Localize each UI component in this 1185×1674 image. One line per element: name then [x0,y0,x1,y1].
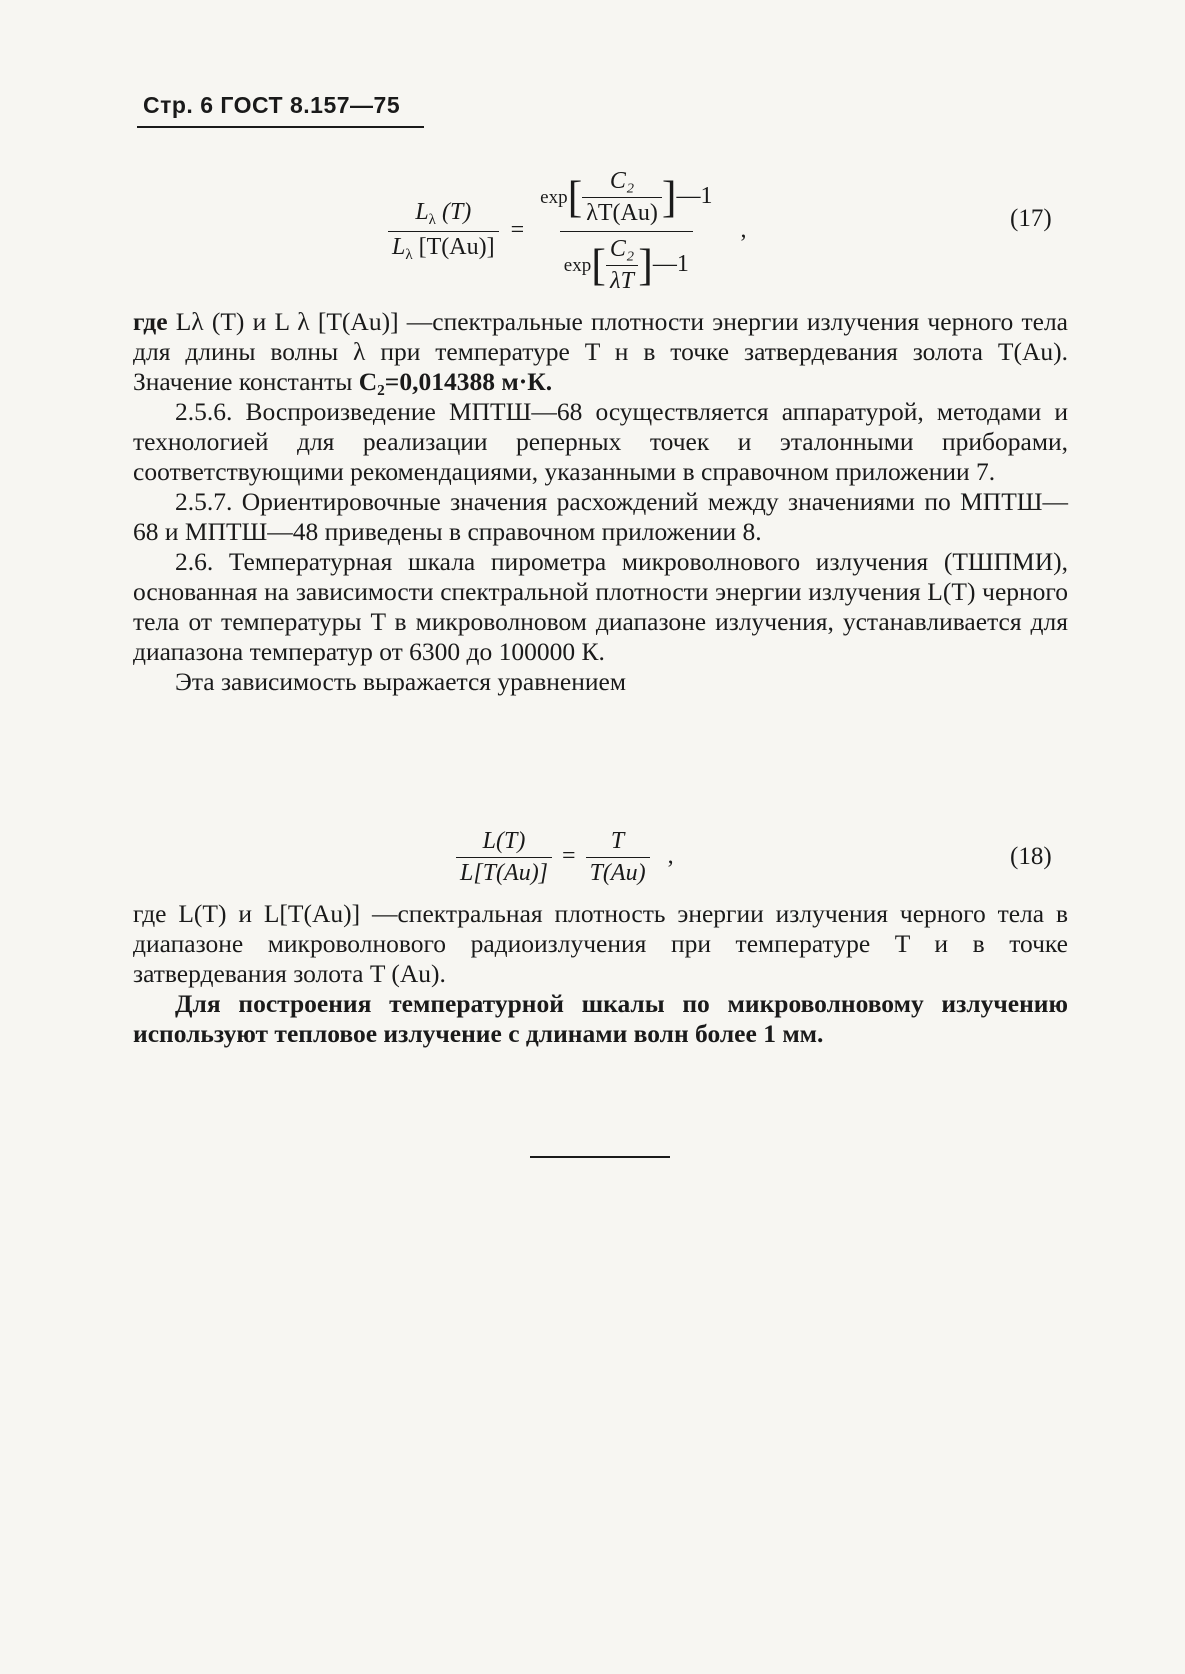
paragraph-2-6: 2.6. Температурная шкала пирометра микроволнового излучения (ТШПМИ), основанная на зависимости спектральной плотности энергии излучения L(T) черного тела от температуры T в микроволновом диапазоне излучения, устанавливается для диапазона температур от 6300 до 100000 К. [133,547,1068,666]
header-rule [137,126,424,128]
paragraph-microwave: Для построения температурной шкалы по микроволновому излучению используют тепловое излучение с длинами волн более 1 мм. [133,989,1068,1048]
paragraph-2-5-7: 2.5.7. Ориентировочные значения расхождений между значениями по МПТШ—68 и МПТШ—48 приведены в справочном приложении 8. [133,487,1068,546]
equation-17: $\frac{L_\lambda (T)}{L_\lambda [T(Au)]}$ = exp[ $\frac{\text{C₂}}{\lambda T(Au)}$ ]—1 exp[ $\frac{\text{C₂}}{\lambda T}$ ]—1 , [388,168,747,295]
eq17-rhs: exp[ $\frac{\text{C₂}}{\lambda T(Au)}$ ]—1 exp[ $\frac{\text{C₂}}{\lambda T}$ ]—1 [540,168,713,294]
page-header: Стр. 6 ГОСТ 8.157—75 [143,92,401,118]
equation-18-number: (18) [1010,843,1052,870]
equation-18: $\frac{L(T)}{L[T(Au)]}$ = $\frac{T}{T(Au)}$ , [456,828,674,887]
eq17-equals: = [510,217,525,244]
text-block-2 [133,899,1068,1049]
equation-17-number: (17) [1010,205,1052,232]
paragraph-2-5-6: 2.5.6. Воспроизведение МПТШ—68 осуществляется аппаратурой, методами и технологией для реализации реперных точек и эталонными приборами, соответствующими рекомендациями, указанными в справочном приложении 7. [133,397,1068,486]
end-rule [530,1156,670,1158]
paragraph-definitions-18: где L(T) и L[T(Au)] —спектральная плотность энергии излучения черного тела в диапазоне микроволнового радиоизлучения при температуре T и в точке затвердевания золота T (Au). [133,899,1068,988]
paragraph-equation-intro: Эта зависимость выражается уравнением [175,667,626,696]
paragraph-definitions-17: где Lλ (T) и L λ [T(Au)] —спектральные плотности энергии излучения черного тела для длины волны λ при температуре T н в точке затвердевания золота T(Au). Значение константы C₂=0,014388 м·К. [133,307,1068,396]
text-block-1 [133,307,1068,697]
eq17-lhs: $\frac{L_\lambda (T)}{L_\lambda [T(Au)]}$ [388,199,499,264]
